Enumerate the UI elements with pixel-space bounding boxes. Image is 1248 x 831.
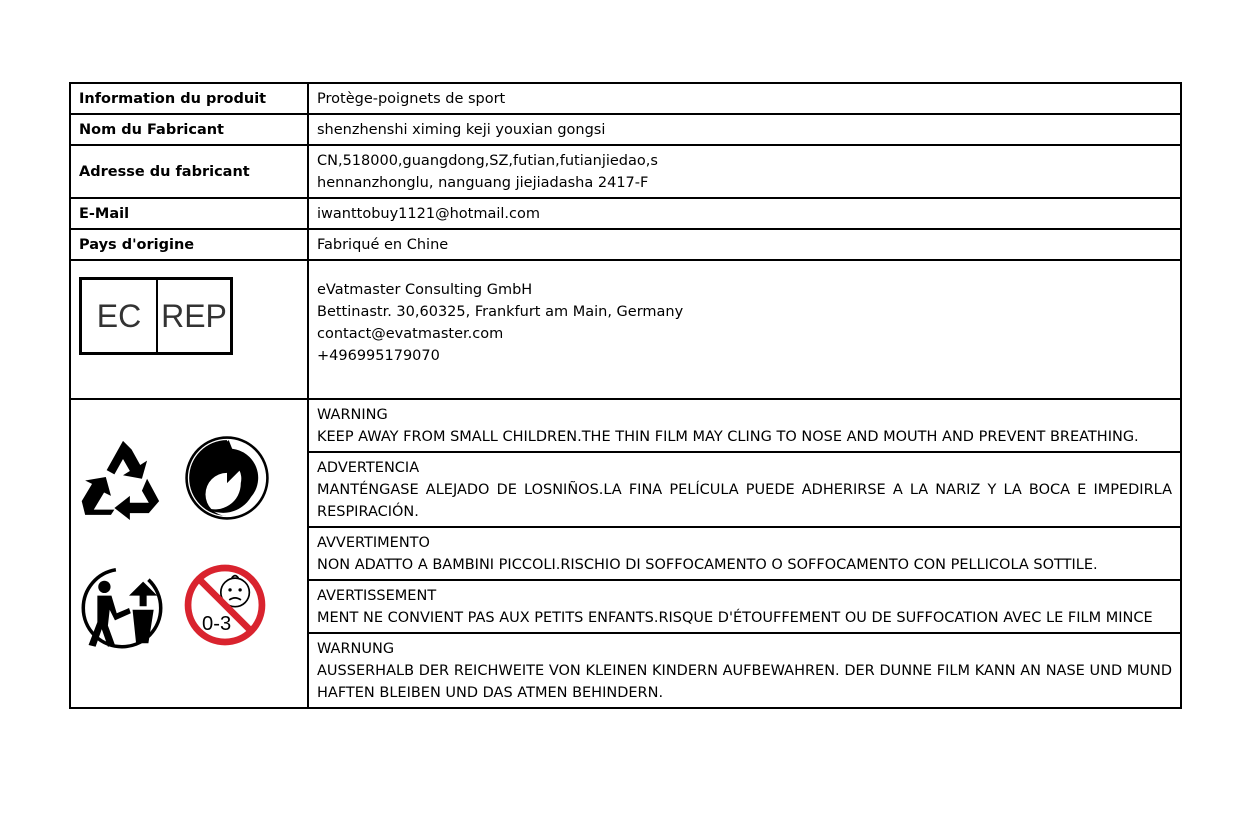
manufacturer-address-label: Adresse du fabricant (70, 145, 308, 198)
warning-title: ADVERTENCIA (317, 460, 420, 476)
warning-text: AUSSERHALB DER REICHWEITE VON KLEINEN KINDERN AUFBEWAHREN. DER DUNNE FILM KANN AN NASE UND MUND HAFTEN BLEIBEN UND DAS ATMEN BEHINDERN. (317, 663, 1172, 701)
warning-text: NON ADATTO A BAMBINI PICCOLI.RISCHIO DI SOFFOCAMENTO O SOFFOCAMENTO CON PELLICOLA SOTTILE. (317, 557, 1098, 573)
ec-rep-address (308, 260, 1181, 399)
ec-rep-line: Bettinastr. 30,60325, Frankfurt am Main, Germany (317, 303, 684, 320)
warning-fr (308, 580, 1181, 633)
ec-rep-line: eVatmaster Consulting GmbH (317, 281, 533, 298)
tidyman-icon (77, 564, 167, 652)
manufacturer-name-label: Nom du Fabricant (70, 114, 308, 145)
warning-title: AVERTISSEMENT (317, 588, 437, 604)
email-label: E-Mail (70, 198, 308, 229)
country-of-origin-label: Pays d'origine (70, 229, 308, 260)
address-line: hennanzhonglu, nanguang jiejiadasha 2417-F (317, 175, 649, 191)
manufacturer-name-value: shenzhenshi ximing keji youxian gongsi (308, 114, 1181, 145)
warning-text: MENT NE CONVIENT PAS AUX PETITS ENFANTS.RISQUE D'ÉTOUFFEMENT OU DE SUFFOCATION AVEC LE FILM MINCE (317, 610, 1153, 626)
warning-text: MANTÉNGASE ALEJADO DE LOSNIÑOS.LA FINA PELÍCULA PUEDE ADHERIRSE A LA NARIZ Y LA BOCA E IMPEDIRLA RESPIRACIÓN. (317, 482, 1172, 520)
warning-it (308, 527, 1181, 580)
ec-rep-logo-rep: REP (161, 298, 227, 334)
green-dot-icon (184, 435, 270, 521)
row-country-of-origin (70, 229, 1181, 260)
symbols-cell (70, 399, 308, 708)
warning-es (308, 452, 1181, 527)
product-info-label: Information du produit (70, 83, 308, 114)
ec-rep-logo (79, 277, 233, 355)
age-range-text: 0-3 (202, 613, 232, 636)
email-value: iwanttobuy1121@hotmail.com (308, 198, 1181, 229)
recycle-icon (79, 434, 167, 520)
product-label-table (69, 82, 1182, 709)
ec-rep-logo-cell (70, 260, 308, 399)
row-warning-en (70, 399, 1181, 452)
warning-title: WARNUNG (317, 641, 395, 657)
ec-rep-line: +496995179070 (317, 347, 440, 364)
ec-rep-line: contact@evatmaster.com (317, 325, 504, 342)
row-manufacturer-address (70, 145, 1181, 198)
row-ec-rep (70, 260, 1181, 399)
warning-title: WARNING (317, 407, 388, 423)
symbols-panel (71, 400, 307, 700)
not-for-children-0-3-icon (183, 563, 267, 647)
manufacturer-address-value (308, 145, 1181, 198)
country-of-origin-value: Fabriqué en Chine (308, 229, 1181, 260)
warning-title: AVVERTIMENTO (317, 535, 430, 551)
row-manufacturer-name (70, 114, 1181, 145)
row-product-info (70, 83, 1181, 114)
warning-de (308, 633, 1181, 708)
row-email (70, 198, 1181, 229)
warning-en (308, 399, 1181, 452)
product-info-value: Protège-poignets de sport (308, 83, 1181, 114)
address-line: CN,518000,guangdong,SZ,futian,futianjiedao,s (317, 153, 658, 169)
warning-text: KEEP AWAY FROM SMALL CHILDREN.THE THIN FILM MAY CLING TO NOSE AND MOUTH AND PREVENT BREATHING. (317, 429, 1139, 445)
ec-rep-logo-ec: EC (82, 280, 158, 352)
